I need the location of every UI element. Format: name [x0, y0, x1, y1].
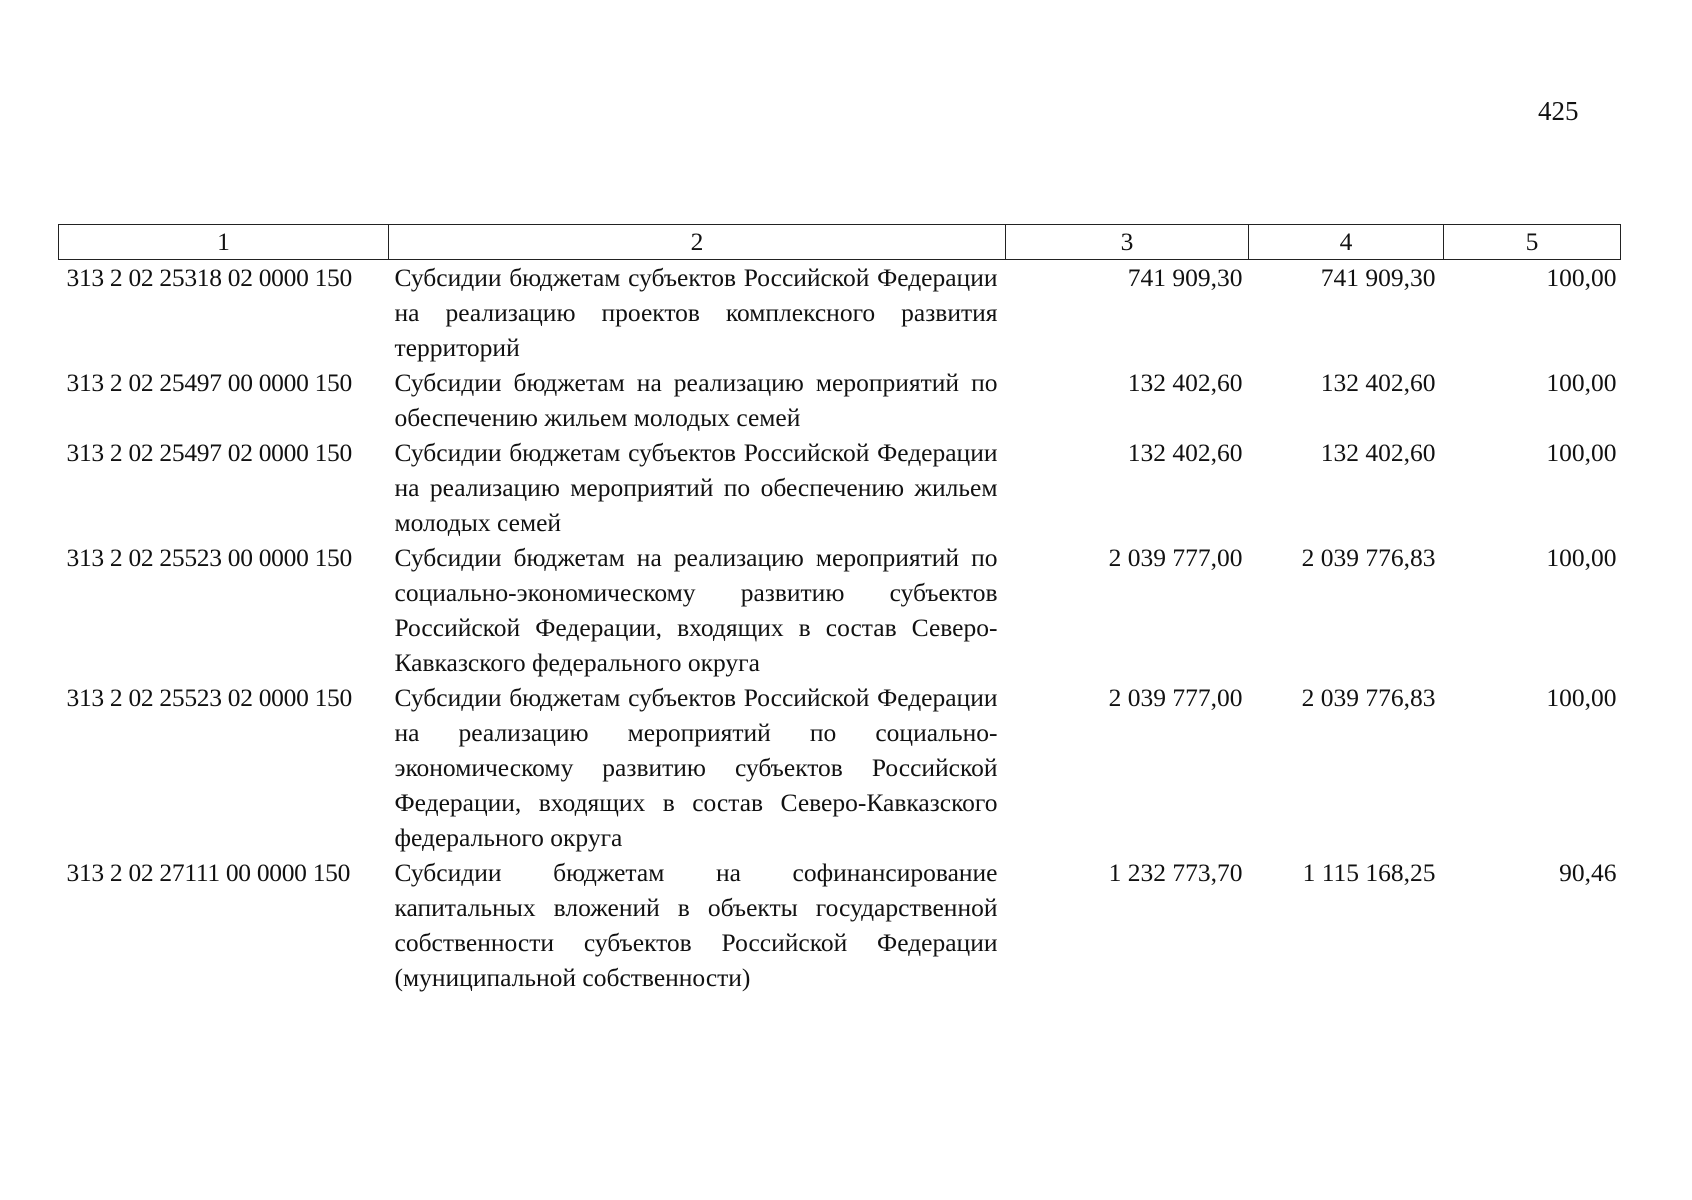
amount-col-4: 741 909,30 [1320, 263, 1436, 292]
percent-col-5: 100,00 [1546, 683, 1617, 712]
budget-code: 313 2 02 25318 02 0000 150 [66, 263, 352, 292]
table-row [59, 260, 1621, 366]
budget-code: 313 2 02 25523 02 0000 150 [66, 683, 352, 712]
budget-code: 313 2 02 25523 00 0000 150 [66, 543, 352, 572]
percent-col-5: 100,00 [1546, 263, 1617, 292]
budget-code: 313 2 02 25497 02 0000 150 [66, 438, 352, 467]
amount-col-3: 741 909,30 [1127, 263, 1243, 292]
amount-col-3: 1 232 773,70 [1108, 858, 1243, 887]
percent-col-5: 90,46 [1559, 858, 1617, 887]
table-row [59, 540, 1621, 680]
amount-col-4: 2 039 776,83 [1301, 683, 1436, 712]
amount-col-4: 132 402,60 [1320, 368, 1436, 397]
table-row [59, 855, 1621, 995]
table-row [59, 365, 1621, 435]
header-col-5: 5 [1444, 225, 1621, 260]
percent-col-5: 100,00 [1546, 543, 1617, 572]
amount-col-3: 2 039 777,00 [1108, 683, 1243, 712]
header-col-2: 2 [389, 225, 1006, 260]
amount-col-4: 132 402,60 [1320, 438, 1436, 467]
table-header [59, 225, 1621, 260]
amount-col-3: 132 402,60 [1127, 368, 1243, 397]
row-description: Субсидии бюджетам на софинансирование капитальных вложений в объекты государственной собственности субъектов Российской Федерации (муниципальной собственности) [394, 858, 998, 992]
header-col-4: 4 [1249, 225, 1444, 260]
amount-col-3: 2 039 777,00 [1108, 543, 1243, 572]
amount-col-3: 132 402,60 [1127, 438, 1243, 467]
header-col-3: 3 [1006, 225, 1249, 260]
table-body [59, 260, 1621, 996]
row-description: Субсидии бюджетам субъектов Российской Федерации на реализацию мероприятий по обеспечению жильем молодых семей [394, 438, 998, 537]
table-row [59, 435, 1621, 540]
budget-code: 313 2 02 25497 00 0000 150 [66, 368, 352, 397]
table-row [59, 680, 1621, 855]
row-description: Субсидии бюджетам субъектов Российской Федерации на реализацию проектов комплексного развития территорий [394, 263, 998, 362]
row-description: Субсидии бюджетам субъектов Российской Федерации на реализацию мероприятий по социально-экономическому развитию субъектов Российской Федерации, входящих в состав Северо-Кавказского федерального округа [394, 683, 998, 852]
budget-code: 313 2 02 27111 00 0000 150 [66, 858, 351, 887]
report-table [58, 224, 1621, 995]
amount-col-4: 1 115 168,25 [1302, 858, 1436, 887]
header-row [59, 225, 1621, 260]
page-number: 425 [1538, 96, 1579, 126]
percent-col-5: 100,00 [1546, 438, 1617, 467]
amount-col-4: 2 039 776,83 [1301, 543, 1436, 572]
header-col-1: 1 [59, 225, 389, 260]
row-description: Субсидии бюджетам на реализацию мероприятий по обеспечению жильем молодых семей [394, 368, 998, 432]
row-description: Субсидии бюджетам на реализацию мероприятий по социально-экономическому развитию субъектов Российской Федерации, входящих в состав Северо-Кавказского федерального округа [394, 543, 998, 677]
percent-col-5: 100,00 [1546, 368, 1617, 397]
